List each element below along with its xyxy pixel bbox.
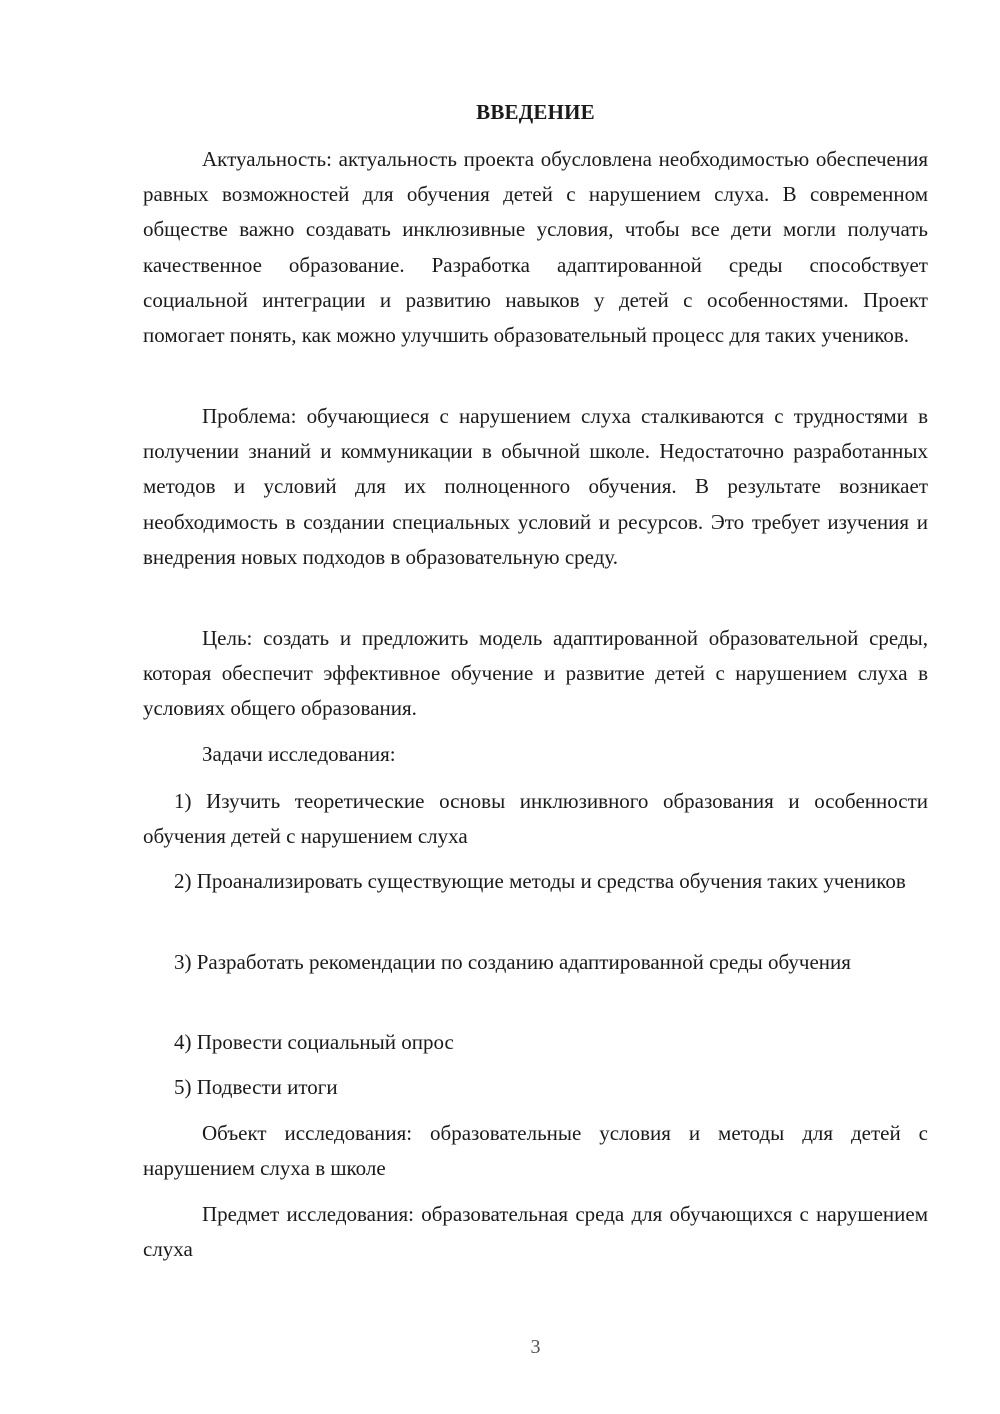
paragraph-object: Объект исследования: образовательные условия и методы для детей с нарушением слуха в школе [143, 1121, 928, 1181]
task-item-1: 1) Изучить теоретические основы инклюзивного образования и особенности обучения детей с нарушением слуха [143, 789, 928, 849]
task-item-2: 2) Проанализировать существующие методы и средства обучения таких учеников [174, 869, 906, 893]
task-item-3: 3) Разработать рекомендации по созданию адаптированной среды обучения [174, 950, 851, 974]
document-page [143, 0, 928, 1414]
task-item-4: 4) Провести социальный опрос [174, 1030, 454, 1054]
paragraph-goal: Цель: создать и предложить модель адаптированной образовательной среды, которая обеспечит эффективное обучение и развитие детей с нарушением слуха в условиях общего образования. [143, 626, 928, 721]
section-title: ВВЕДЕНИЕ [476, 100, 595, 124]
page-number: 3 [530, 1336, 541, 1358]
paragraph-subject: Предмет исследования: образовательная среда для обучающихся с нарушением слуха [143, 1202, 928, 1262]
task-item-5: 5) Подвести итоги [174, 1075, 338, 1099]
tasks-heading: Задачи исследования: [202, 742, 396, 766]
paragraph-relevance: Актуальность: актуальность проекта обусловлена необходимостью обеспечения равных возможностей для обучения детей с нарушением слуха. В современном обществе важно создавать инклюзивные условия, чтобы все дети могли получать качественное образование. Разработка адаптированной среды способствует социальной интеграции и развитию навыков у детей с особенностями. Проект помогает понять, как можно улучшить образовательный процесс для таких учеников. [143, 147, 928, 348]
paragraph-problem: Проблема: обучающиеся с нарушением слуха сталкиваются с трудностями в получении знаний и коммуникации в обычной школе. Недостаточно разработанных методов и условий для их полноценного обучения. В результате возникает необходимость в создании специальных условий и ресурсов. Это требует изучения и внедрения новых подходов в образовательную среду. [143, 404, 928, 569]
